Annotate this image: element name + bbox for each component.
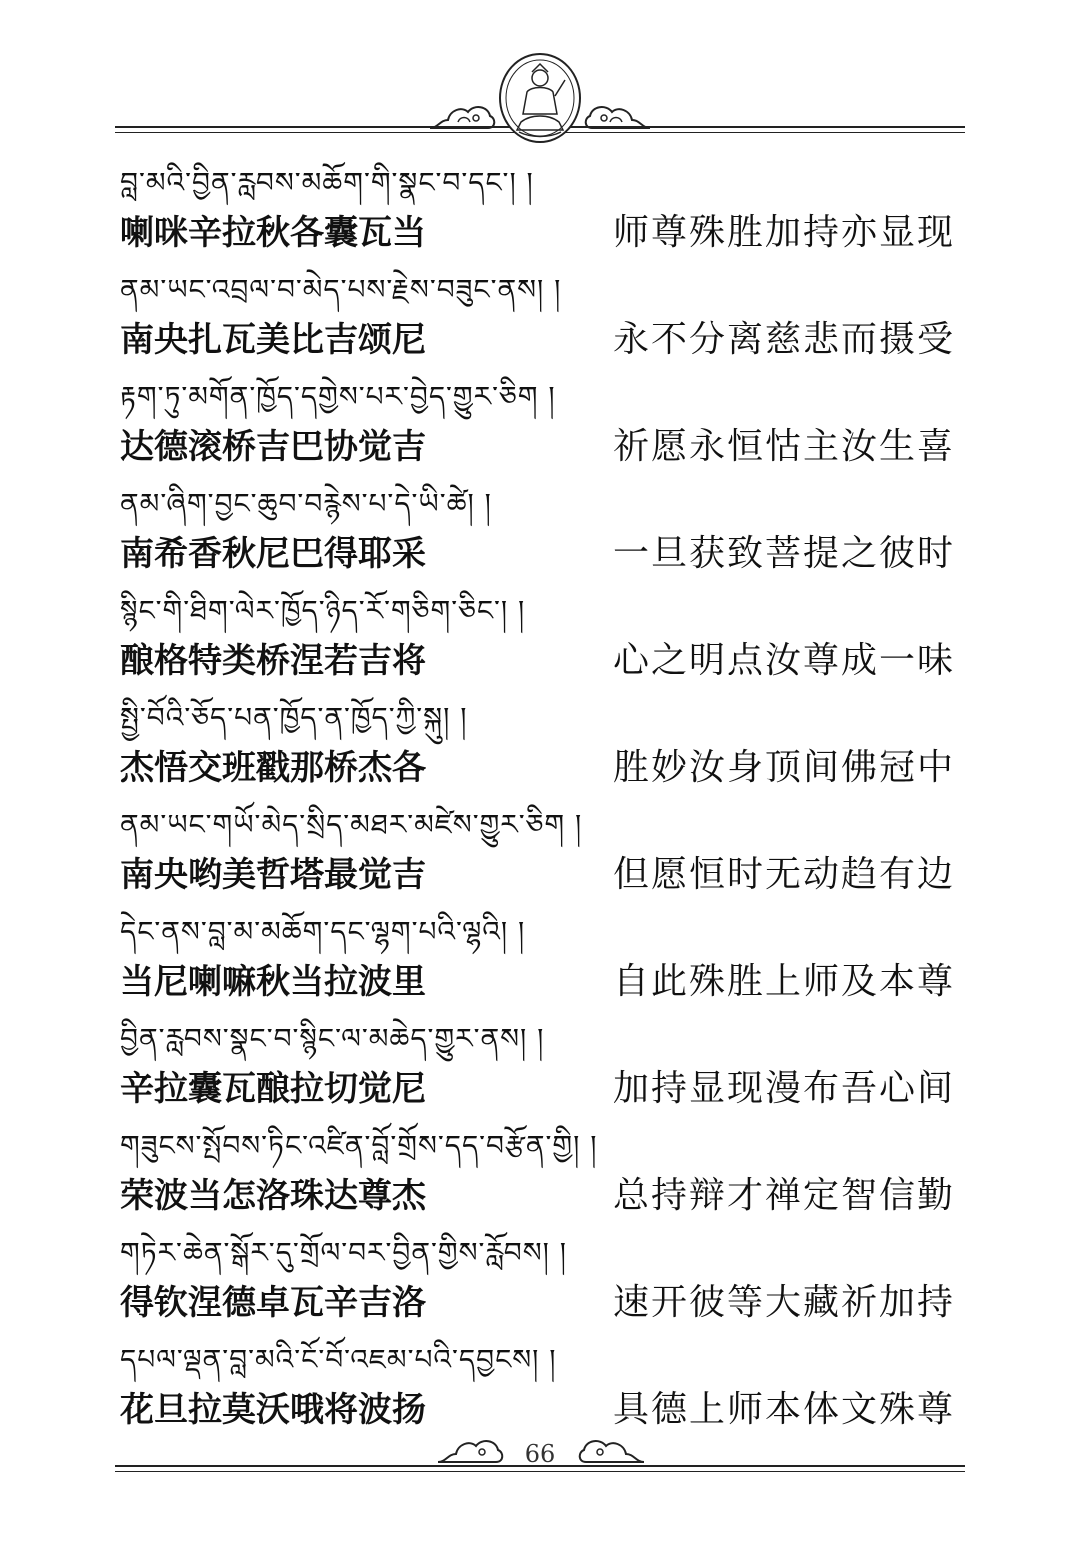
tibetan-line: དཔལ་ལྡན་བླ་མའི་ངོ་བོ་འཇམ་པའི་དབྱངས། ། <box>120 1343 557 1376</box>
translation-line: 总持辩才禅定智信勤 <box>612 1175 955 1216</box>
verse-9 <box>115 1021 965 1128</box>
tibetan-line: བྱིན་རླབས་སྣང་བ་སྙིང་ལ་མཆེད་གྱུར་ནས། ། <box>120 1022 545 1055</box>
deity-emblem-icon <box>497 52 583 144</box>
verse-6 <box>115 700 965 807</box>
tibetan-line: སྤྱི་བོའི་ཅོད་པན་ཁྱོད་ན་ཁྱོད་ཀྱི་སྐུ། ། <box>120 701 468 734</box>
footer-rule <box>115 1465 965 1467</box>
verse-8 <box>115 914 965 1021</box>
translation-line: 一旦获致菩提之彼时 <box>612 533 955 574</box>
translation-line: 自此殊胜上师及本尊 <box>612 961 955 1002</box>
tibetan-line: སྙིང་གི་ཐིག་ལེར་ཁྱོད་ཉིད་རོ་གཅིག་ཅིང་། ། <box>120 594 526 627</box>
phonetic-line: 南希香秋尼巴得耶采 <box>120 534 426 574</box>
phonetic-line: 酿格特类桥涅若吉将 <box>120 641 426 681</box>
phonetic-line: 荣波当怎洛珠达尊杰 <box>120 1176 426 1216</box>
verse-7 <box>115 807 965 914</box>
phonetic-line: 花旦拉莫沃哦将波扬 <box>120 1390 426 1430</box>
page-number: 66 <box>524 1440 556 1468</box>
verse-11 <box>115 1235 965 1342</box>
translation-line: 速开彼等大藏祈加持 <box>612 1282 955 1323</box>
phonetic-line: 南央扎瓦美比吉颂尼 <box>120 320 426 360</box>
translation-line: 师尊殊胜加持亦显现 <box>612 212 955 253</box>
verse-4 <box>115 486 965 593</box>
translation-line: 祈愿永恒怙主汝生喜 <box>612 426 955 467</box>
phonetic-line: 杰悟交班戳那桥杰各 <box>120 748 426 788</box>
phonetic-line: 得钦涅德卓瓦辛吉洛 <box>120 1283 426 1323</box>
translation-line: 加持显现漫布吾心间 <box>612 1068 955 1109</box>
translation-line: 心之明点汝尊成一味 <box>612 640 955 681</box>
cloud-ornament-left-icon <box>428 98 498 132</box>
tibetan-line: ནམ་ཞིག་བྱང་ཆུབ་བརྙེས་པ་དེ་ཡི་ཚེ། ། <box>120 487 492 520</box>
tibetan-line: རྟག་ཏུ་མགོན་ཁྱོད་དགྱེས་པར་བྱེད་གྱུར་ཅིག ། <box>120 380 556 413</box>
phonetic-line: 南央哟美哲塔最觉吉 <box>120 855 426 895</box>
tibetan-line: བླ་མའི་བྱིན་རླབས་མཆོག་གི་སྣང་བ་དང་། ། <box>120 166 534 199</box>
tibetan-line: ནམ་ཡང་འབྲལ་བ་མེད་པས་རྗེས་བཟུང་ནས། ། <box>120 273 562 306</box>
footer-rule-thin <box>115 1471 965 1472</box>
verse-12 <box>115 1342 965 1449</box>
phonetic-line: 喇咪辛拉秋各囊瓦当 <box>120 213 426 253</box>
translation-line: 具德上师本体文殊尊 <box>612 1389 955 1430</box>
translation-line: 永不分离慈悲而摄受 <box>612 319 955 360</box>
verse-2 <box>115 272 965 379</box>
phonetic-line: 当尼喇嘛秋当拉波里 <box>120 962 426 1002</box>
verse-5 <box>115 593 965 700</box>
tibetan-line: གཏེར་ཆེན་སྒོར་དུ་གྲོལ་བར་བྱིན་གྱིས་རློབས། ། <box>120 1236 567 1269</box>
tibetan-line: གཟུངས་སྤོབས་ཏིང་འཛིན་བློ་གྲོས་དད་བརྩོན་གྱི། ། <box>120 1129 598 1162</box>
tibetan-line: དེང་ནས་བླ་མ་མཆོག་དང་ལྷག་པའི་ལྷའི། ། <box>120 915 526 948</box>
phonetic-line: 辛拉囊瓦酿拉切觉尼 <box>120 1069 426 1109</box>
translation-line: 胜妙汝身顶间佛冠中 <box>612 747 955 788</box>
phonetic-line: 达德滚桥吉巴协觉吉 <box>120 427 426 467</box>
verse-3 <box>115 379 965 486</box>
verse-10 <box>115 1128 965 1235</box>
translation-line: 但愿恒时无动趋有边 <box>612 854 955 895</box>
verse-1 <box>115 165 965 272</box>
cloud-ornament-right-icon <box>582 98 652 132</box>
tibetan-line: ནམ་ཡང་གཡོ་མེད་སྲིད་མཐར་མཛེས་གྱུར་ཅིག ། <box>120 808 583 841</box>
